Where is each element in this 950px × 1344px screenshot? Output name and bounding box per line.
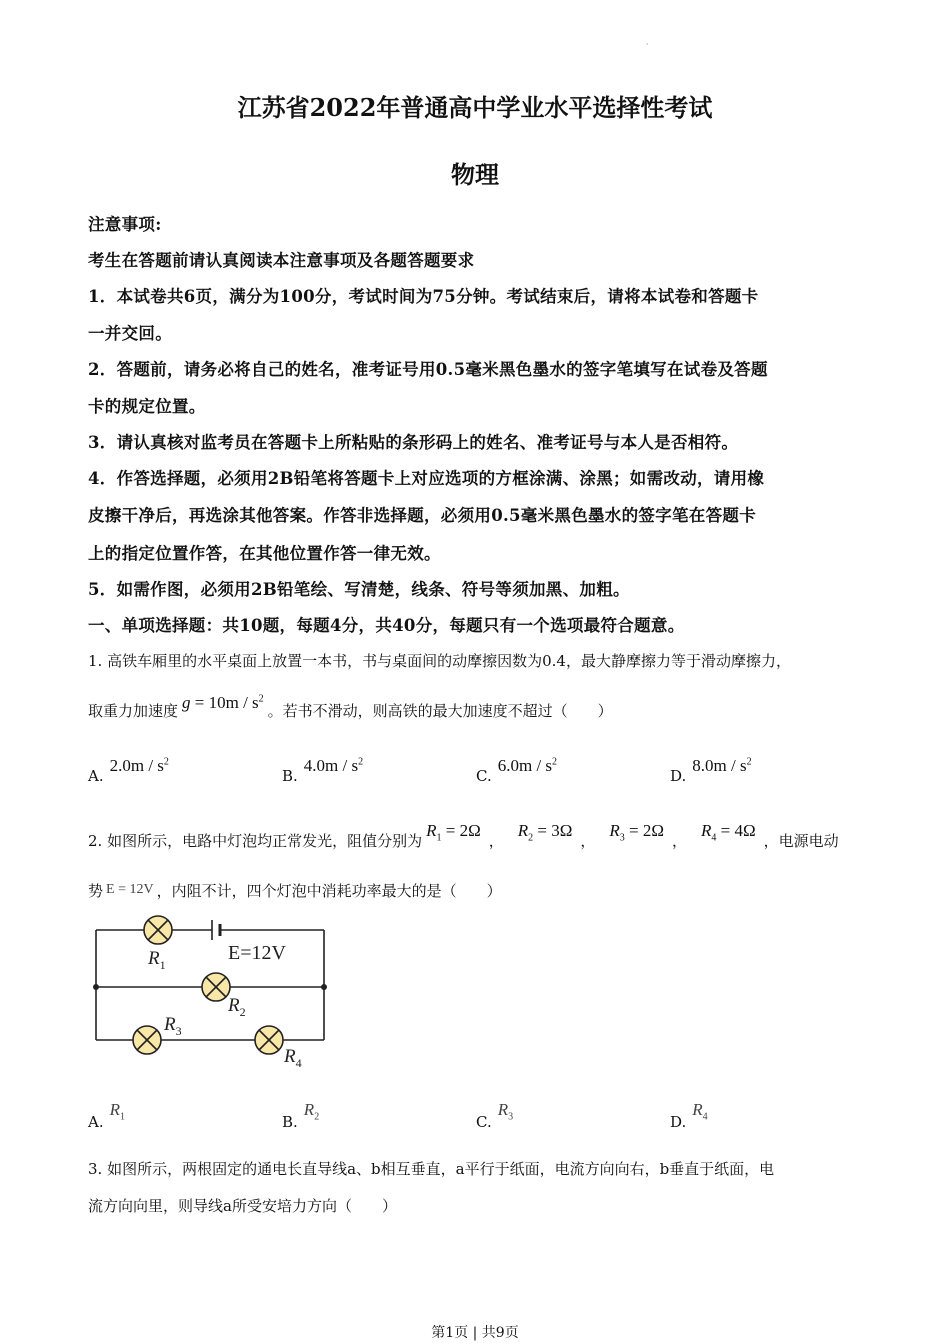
- lamp-label-r1: $R_1$: [148, 948, 166, 972]
- r1-expression: $R_1 = 2\Omega$: [426, 821, 481, 844]
- notice-item: 1．本试卷共6页，满分为100分，考试时间为75分钟。考试结束后，请将本试卷和答题卡: [88, 287, 759, 306]
- q1-option-d[interactable]: $D.8.0m / s^2$: [670, 756, 752, 785]
- q2-option-a[interactable]: $A.R_1$: [88, 1100, 125, 1131]
- lamp-r3-icon: [133, 1026, 161, 1054]
- notice-item: 一并交回。: [88, 324, 172, 343]
- notice-heading: 注意事项:: [88, 215, 162, 234]
- q1-option-c[interactable]: $C.6.0m / s^2$: [476, 756, 558, 785]
- q2-option-c[interactable]: $C.R_3$: [476, 1100, 514, 1131]
- r3-expression: $R_3 = 2\Omega$: [609, 821, 664, 844]
- exam-title: 江苏省2022年普通高中学业水平选择性考试: [237, 93, 713, 122]
- lamp-r2-icon: [202, 973, 230, 1001]
- junction-dot: [321, 984, 327, 990]
- q1-text-line2: 取重力加速度 $g = 10m / s^2$。若书不滑动，则高铁的最大加速度不超过（ ）: [88, 693, 613, 720]
- notice-item: 2．答题前，请务必将自己的姓名，准考证号用0.5毫米黑色墨水的签字笔填写在试卷及答题: [88, 360, 768, 379]
- section-heading: 一、单项选择题：共10题，每题4分，共40分，每题只有一个选项最符合题意。: [88, 616, 685, 635]
- lamp-r1-icon: [144, 916, 172, 944]
- lamp-label-r3: $R_3$: [164, 1014, 182, 1038]
- emf-label: E=12V: [228, 942, 286, 964]
- notice-item: 5．如需作图，必须用2B铅笔绘、写清楚，线条、符号等须加黑、加粗。: [88, 580, 630, 599]
- q2-text-line2: 势 E = 12V ，内阻不计，四个灯泡中消耗功率最大的是（ ）: [88, 882, 502, 900]
- r2-expression: $R_2 = 3\Omega$: [517, 821, 573, 844]
- q3-text-line2: 流方向向里，则导线a所受安培力方向（ ）: [88, 1197, 397, 1215]
- notice-item: 4．作答选择题，必须用2B铅笔将答题卡上对应选项的方框涂满、涂黑；如需改动，请用橡: [88, 469, 765, 488]
- q2-option-b[interactable]: $B.R_2$: [282, 1100, 320, 1131]
- circuit-diagram: [90, 908, 340, 1070]
- r4-expression: $R_4 = 4\Omega$: [701, 821, 756, 844]
- notice-intro: 考生在答题前请认真阅读本注意事项及各题答题要求: [88, 251, 475, 270]
- q2-text-line1: 2. 如图所示，电路中灯泡均正常发光，阻值分别为$R_1 = 2\Omega$，$R_2 = 3\Omega$，$R_3 = 2\Omega$，$R_4 = 4\Omega$，电源电动: [88, 821, 839, 850]
- corner-mark: ·: [646, 40, 649, 49]
- q3-text-line1: 3. 如图所示，两根固定的通电长直导线a、b相互垂直，a平行于纸面，电流方向向右，b垂直于纸面，电: [88, 1160, 775, 1178]
- gravity-expression: $g = 10m / s^2$: [182, 693, 264, 712]
- lamp-label-r4: $R_4$: [284, 1046, 302, 1070]
- q1-option-b[interactable]: $B.4.0m / s^2$: [282, 756, 364, 785]
- lamp-label-r2: $R_2$: [228, 995, 246, 1019]
- q1-text-line1: 1. 高铁车厢里的水平桌面上放置一本书，书与桌面间的动摩擦因数为0.4，最大静摩擦力等于滑动摩擦力，: [88, 652, 791, 670]
- notice-item: 皮擦干净后，再选涂其他答案。作答非选择题，必须用0.5毫米黑色墨水的签字笔在答题卡: [88, 506, 757, 525]
- notice-item: 3．请认真核对监考员在答题卡上所粘贴的条形码上的姓名、准考证号与本人是否相符。: [88, 433, 739, 452]
- emf-expression: E = 12V: [106, 882, 154, 897]
- notice-item: 上的指定位置作答，在其他位置作答一律无效。: [88, 544, 441, 563]
- lamp-r4-icon: [255, 1026, 283, 1054]
- notice-item: 卡的规定位置。: [88, 397, 206, 416]
- page-footer: 第1页 | 共9页: [431, 1325, 519, 1341]
- junction-dot: [93, 984, 99, 990]
- q1-option-a[interactable]: $A.2.0m / s^2$: [88, 756, 169, 785]
- exam-subject: 物理: [451, 160, 499, 189]
- q2-option-d[interactable]: $D.R_4$: [670, 1100, 708, 1131]
